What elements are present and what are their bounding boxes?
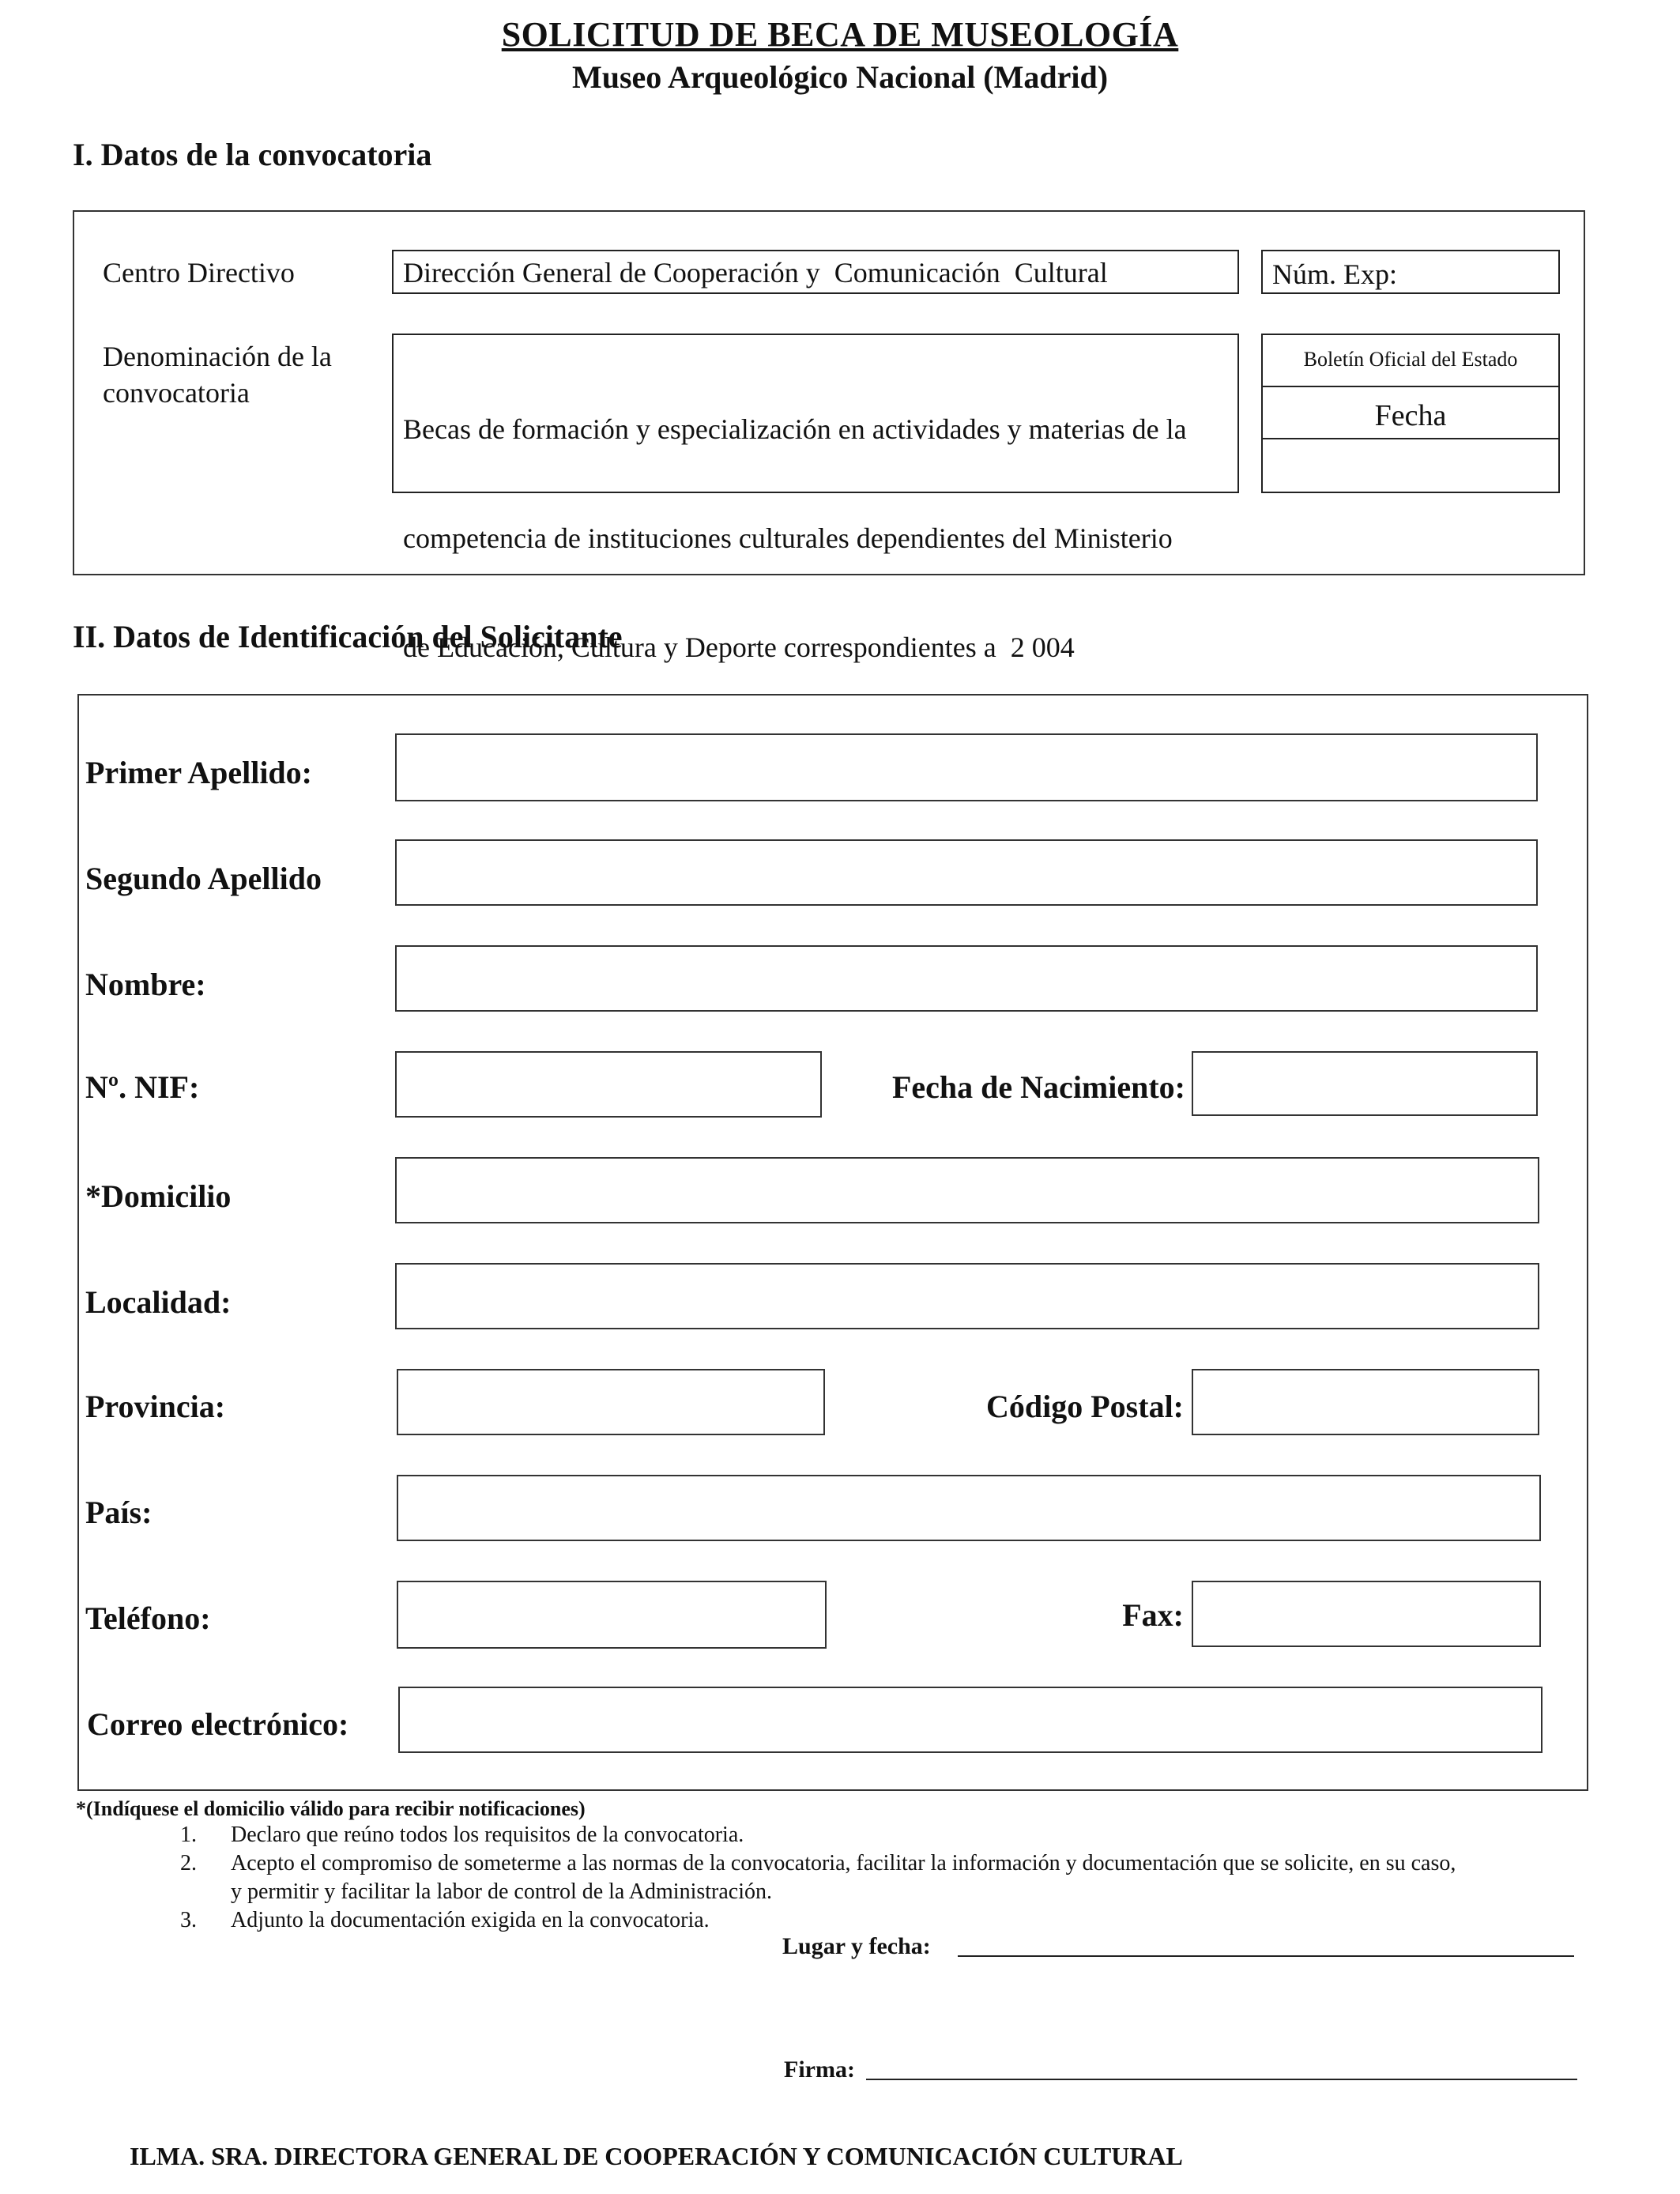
- denominacion-line2: competencia de instituciones culturales dependientes del Ministerio: [403, 522, 1173, 554]
- num-exp-label: Núm. Exp:: [1272, 258, 1397, 290]
- domicilio-label: *Domicilio: [85, 1178, 232, 1214]
- centro-directivo-field: [392, 250, 1239, 294]
- provincia-input[interactable]: [397, 1369, 825, 1435]
- lugar-fecha-line[interactable]: [958, 1955, 1574, 1957]
- declaration-text: Declaro que reúno todos los requisitos de la convocatoria.: [231, 1823, 744, 1847]
- denominacion-line3: de Educación, Cultura y Deporte correspondientes a 2 004: [403, 631, 1075, 663]
- declaration-number: 1.: [180, 1823, 197, 1847]
- localidad-label: Localidad:: [85, 1284, 232, 1320]
- declaration-text: Adjunto la documentación exigida en la convocatoria.: [231, 1908, 710, 1932]
- nif-input[interactable]: [395, 1051, 822, 1118]
- boe-label: Boletín Oficial del Estado: [1303, 348, 1518, 371]
- segundo-apellido-label: Segundo Apellido: [85, 861, 322, 896]
- codigo-postal-label: Código Postal:: [986, 1389, 1184, 1424]
- declaration-number: 2.: [180, 1851, 197, 1875]
- denominacion-label-line2: convocatoria: [103, 377, 250, 409]
- nif-label: Nº. NIF:: [85, 1069, 200, 1105]
- declaration-text: Acepto el compromiso de someterme a las normas de la convocatoria, facilitar la información y documentación que se solicite, en su caso,: [231, 1851, 1456, 1875]
- domicilio-input[interactable]: [395, 1157, 1539, 1223]
- centro-directivo-label: Centro Directivo: [103, 257, 295, 288]
- pais-label: País:: [85, 1495, 153, 1530]
- denominacion-label: [103, 338, 332, 411]
- boe-box: [1261, 334, 1560, 493]
- denominacion-field: [392, 334, 1239, 663]
- boe-divider-1: [1263, 386, 1558, 387]
- codigo-postal-input[interactable]: [1192, 1369, 1539, 1435]
- firma-line[interactable]: [866, 2079, 1577, 2080]
- fax-label: Fax:: [1122, 1597, 1184, 1633]
- primer-apellido-label: Primer Apellido:: [85, 755, 312, 790]
- denominacion-line1: Becas de formación y especialización en actividades y materias de la: [403, 413, 1187, 445]
- num-exp-field: [1261, 250, 1560, 294]
- denominacion-text: [403, 338, 1187, 738]
- domicilio-note: *(Indíquese el domicilio válido para recibir notificaciones): [76, 1797, 586, 1820]
- pais-input[interactable]: [397, 1475, 1541, 1541]
- correo-input[interactable]: [398, 1687, 1543, 1753]
- lugar-fecha-label: Lugar y fecha:: [782, 1933, 931, 1959]
- declaration-text-continued: y permitir y facilitar la labor de control de la Administración.: [231, 1879, 773, 1904]
- centro-directivo-value: Dirección General de Cooperación y Comunicación Cultural: [403, 257, 1108, 288]
- declaration-item: [180, 1821, 1650, 1853]
- document-subtitle: Museo Arqueológico Nacional (Madrid): [571, 59, 1109, 95]
- declaration-item: [180, 1849, 1650, 1909]
- denominacion-label-line1: Denominación de la: [103, 341, 332, 372]
- fecha-nacimiento-label: Fecha de Nacimiento:: [891, 1069, 1185, 1105]
- boe-fecha-label: Fecha: [1374, 399, 1447, 432]
- nombre-input[interactable]: [395, 945, 1538, 1012]
- section2-heading: II. Datos de Identificación del Solicitante: [73, 619, 623, 654]
- provincia-label: Provincia:: [85, 1389, 226, 1424]
- segundo-apellido-input[interactable]: [395, 839, 1538, 906]
- document-title: SOLICITUD DE BECA DE MUSEOLOGÍA: [501, 15, 1179, 54]
- correo-label: Correo electrónico:: [87, 1706, 349, 1742]
- fax-input[interactable]: [1192, 1581, 1541, 1647]
- firma-label: Firma:: [784, 2056, 855, 2083]
- nombre-label: Nombre:: [85, 967, 206, 1002]
- boe-divider-2: [1263, 438, 1558, 439]
- telefono-input[interactable]: [397, 1581, 827, 1649]
- section1-heading: I. Datos de la convocatoria: [73, 137, 432, 172]
- localidad-input[interactable]: [395, 1263, 1539, 1329]
- declaration-number: 3.: [180, 1908, 197, 1932]
- addressee: ILMA. SRA. DIRECTORA GENERAL DE COOPERACIÓN Y COMUNICACIÓN CULTURAL: [130, 2142, 1183, 2170]
- telefono-label: Teléfono:: [85, 1600, 211, 1636]
- primer-apellido-input[interactable]: [395, 733, 1538, 801]
- fecha-nacimiento-input[interactable]: [1192, 1051, 1538, 1116]
